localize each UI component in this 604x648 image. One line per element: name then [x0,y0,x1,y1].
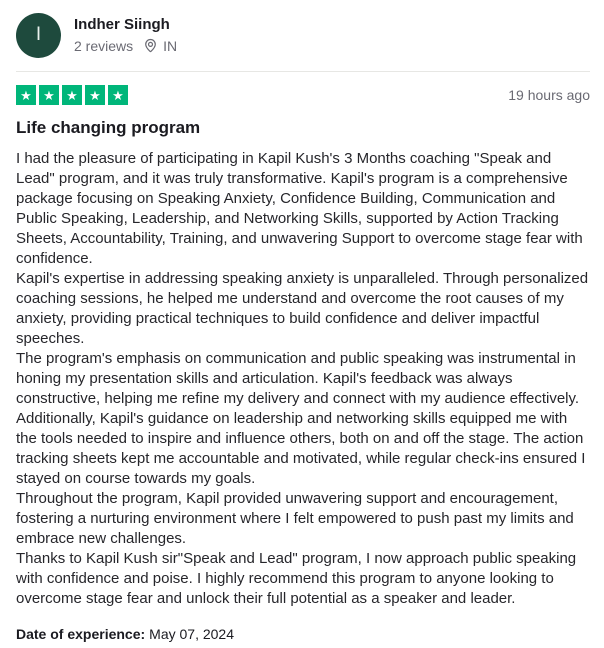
review-paragraph: The program's emphasis on communication and public speaking was instrumental in honing my presentation skills and articulation. Kapil's feedback was always constructive, helping me refine my delivery and connect with my audience effectively. Additionally, Kapil's guidance on leadership and networking skills equipped me with the tools needed to inspire and influence others, both on and off the stage. The action tracking sheets kept me accountable and motivated, while regular check-ins ensured I stayed on course towards my goals. [16,350,586,487]
review-paragraph: Throughout the program, Kapil provided unwavering support and encouragement, fostering a nurturing environment where I felt empowered to push past my limits and embrace new challenges. [16,490,574,547]
review-paragraph: Kapil's expertise in addressing speaking anxiety is unparalleled. Through personalized coaching sessions, he helped me understand and overcome the root causes of my anxiety, providing practical techniques to build confidence and deliver impactful speeches. [16,270,589,347]
star-icon: ★ [39,85,59,105]
rating-row [16,85,590,105]
avatar[interactable] [16,13,61,58]
review-timestamp: 19 hours ago [508,87,590,103]
reviewer-profile-link[interactable] [16,12,590,58]
star-rating [16,85,128,105]
date-of-experience-label: Date of experience: [16,626,146,642]
avatar-initial: I [35,24,42,45]
reviewer-name[interactable]: Indher Siingh [74,15,170,33]
location-pin-icon [143,38,158,53]
date-of-experience-value: May 07, 2024 [149,626,235,642]
review-paragraph: Thanks to Kapil Kush sir"Speak and Lead" program, I now approach public speaking with confidence and poise. I highly recommend this program to anyone looking to overcome stage fear and unlock their full potential as a speaker and leader. [16,550,577,607]
divider [16,71,590,72]
review-body [16,149,590,609]
review-title: Life changing program [16,118,201,137]
location-code: IN [163,37,178,54]
reviews-count: 2 reviews [74,37,134,54]
star-icon: ★ [108,85,128,105]
date-of-experience [16,626,590,643]
star-icon: ★ [62,85,82,105]
review-paragraph: I had the pleasure of participating in Kapil Kush's 3 Months coaching "Speak and Lead" program, and it was truly transformative. Kapil's program is a comprehensive package focusing on Speaking Anxiety, Confidence Building, Communication and Public Speaking, Leadership, and Networking Skills, supported by Action Tracking Sheets, Accountability, Training, and unwavering Support to overcome stage fear with confidence. [16,150,583,267]
star-icon: ★ [16,85,36,105]
reviewer-location [143,38,177,54]
star-icon: ★ [85,85,105,105]
reviewer-identity [74,17,177,54]
reviewer-meta [74,38,177,54]
